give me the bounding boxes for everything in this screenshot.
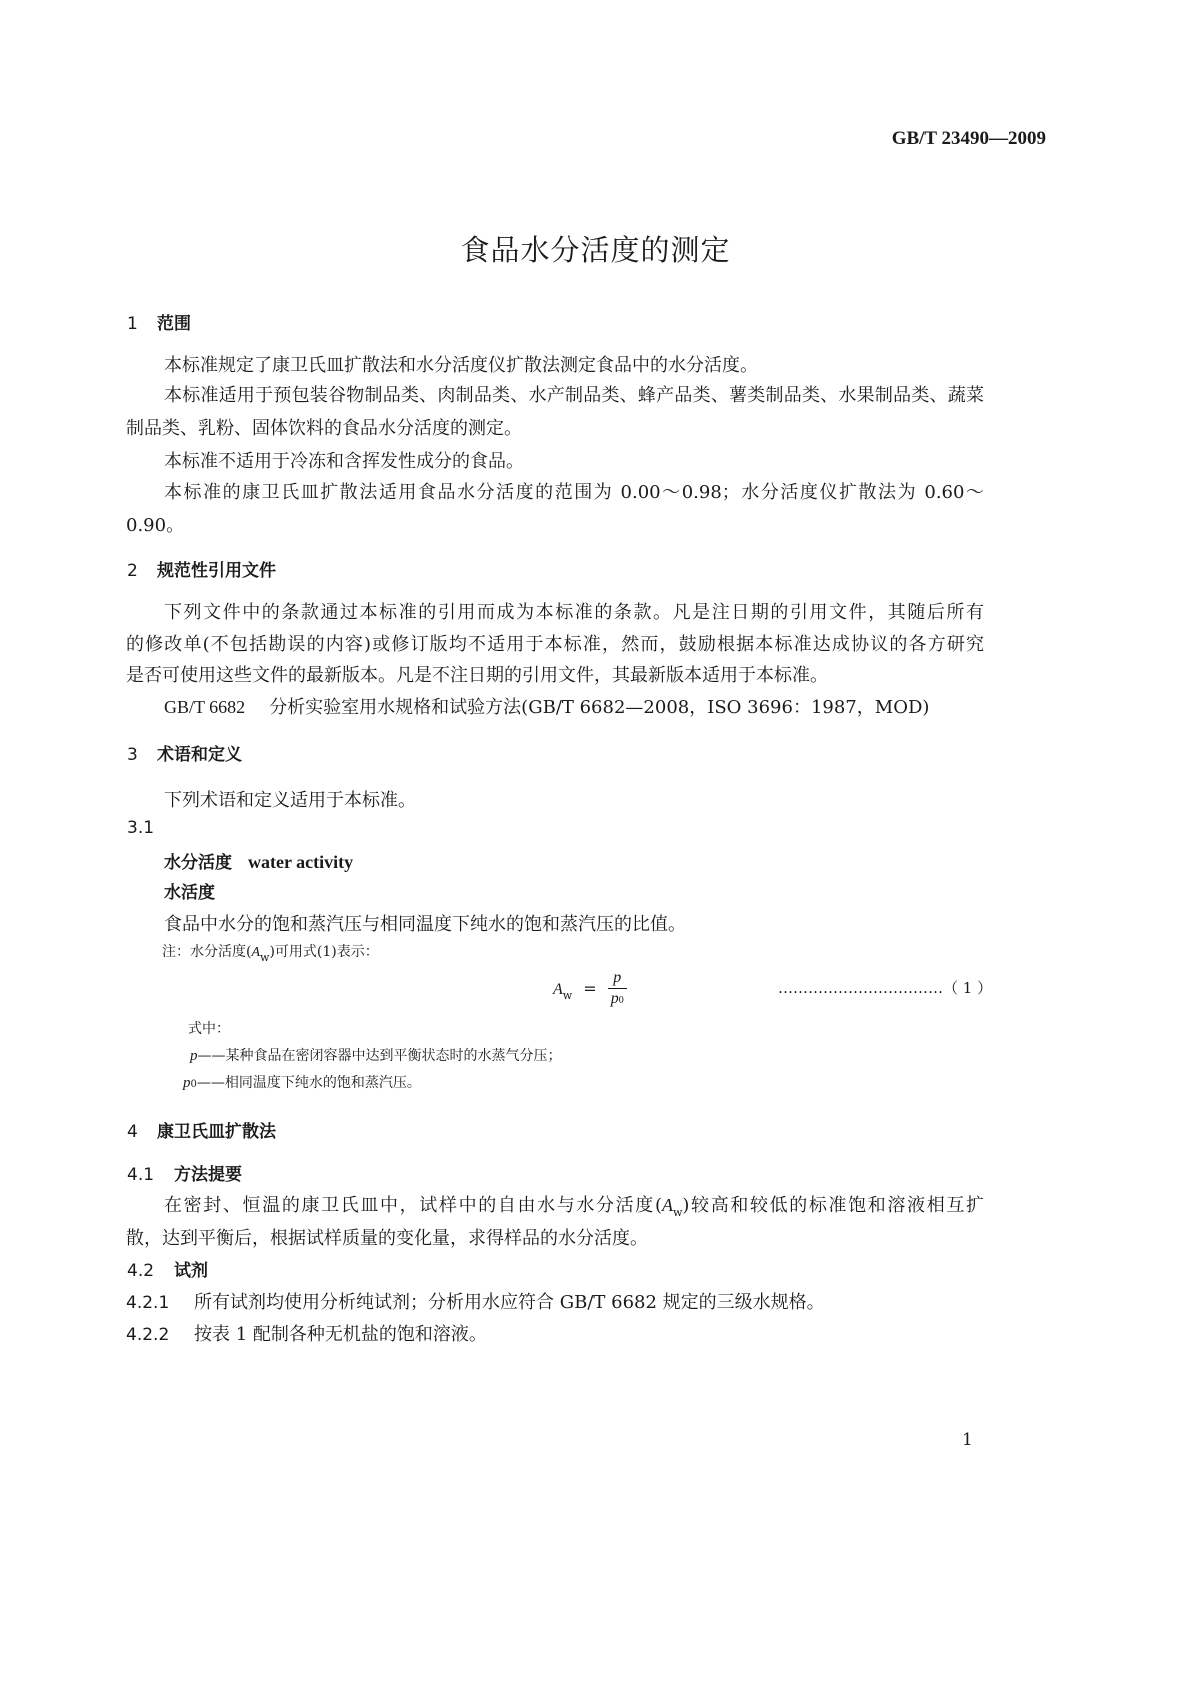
note-text: )可用式(1)表示： [269, 944, 379, 960]
where-label: 式中： [188, 1021, 230, 1037]
subsection-title: 方法提要 [174, 1165, 242, 1185]
paragraph-continued: 0.90。 [126, 515, 185, 536]
denominator-subscript: 0 [618, 995, 624, 1006]
subsection-number: 4.1 [127, 1165, 155, 1185]
subsection-4-2-heading [127, 1256, 208, 1281]
section-title: 范围 [157, 314, 191, 334]
reference-title: 分析实验室用水规格和试验方法(GB/T 6682—2008，ISO 3696：1987，MOD) [269, 697, 930, 718]
denominator [608, 989, 627, 1011]
clause-text: 按表 1 配制各种无机盐的饱和溶液。 [194, 1324, 487, 1345]
section-number: 2 [127, 561, 138, 581]
paragraph: 本标准规定了康卫氏皿扩散法和水分活度仪扩散法测定食品中的水分活度。 [164, 355, 758, 376]
symbol: A [661, 1195, 673, 1215]
subsection-title: 试剂 [174, 1261, 208, 1281]
variable-text: ——某种食品在密闭容器中达到平衡状态时的水蒸气分压； [197, 1048, 562, 1064]
variable-symbol: p [190, 1048, 198, 1064]
paragraph: 本标准的康卫氏皿扩散法适用食品水分活度的范围为 0.00～0.98；水分活度仪扩散法为 0.60～ [164, 482, 984, 503]
subsection-4-1-heading [127, 1160, 242, 1185]
denominator-symbol: p [610, 990, 619, 1007]
paragraph: 下列文件中的条款通过本标准的引用而成为本标准的条款。凡是注日期的引用文件，其随后所有 [164, 602, 984, 623]
paragraph-continued: 是否可使用这些文件的最新版本。凡是不注日期的引用文件，其最新版本适用于本标准。 [126, 665, 828, 686]
symbol: A [251, 945, 261, 960]
formula-number: ……………………………（ 1 ） [778, 979, 993, 997]
section-number: 3 [127, 745, 138, 765]
reference-item [164, 693, 929, 719]
note-text: 注：水分活度( [162, 944, 252, 960]
section-title: 规范性引用文件 [157, 561, 276, 581]
standard-code: GB/T 23490—2009 [891, 128, 1046, 149]
paragraph: 本标准适用于预包装谷物制品类、肉制品类、水产制品类、蜂产品类、薯类制品类、水果制品类、蔬菜 [164, 385, 984, 406]
term-chinese: 水分活度 [164, 853, 232, 873]
term-heading [164, 848, 353, 873]
page-number: 1 [962, 1430, 973, 1450]
reference-code: GB/T 6682 [164, 697, 246, 717]
equals-sign: = [583, 979, 597, 998]
formula-subscript: w [562, 989, 573, 1002]
section-title: 康卫氏皿扩散法 [157, 1122, 276, 1142]
variable-subscript: 0 [190, 1079, 197, 1090]
section-title: 术语和定义 [157, 745, 242, 765]
term-english: water activity [248, 852, 354, 872]
symbol-subscript: w [260, 951, 270, 964]
paragraph-text: 在密封、恒温的康卫氏皿中，试样中的自由水与水分活度( [164, 1195, 662, 1216]
paragraph: 下列术语和定义适用于本标准。 [164, 790, 416, 811]
subsection-number: 4.2 [127, 1261, 155, 1281]
clause-4-2-2 [126, 1320, 487, 1346]
subsection-number: 3.1 [127, 818, 155, 838]
note [162, 941, 379, 964]
section-1-heading [127, 309, 191, 334]
paragraph-continued: 散，达到平衡后，根据试样质量的变化量，求得样品的水分活度。 [126, 1228, 648, 1249]
clause-number: 4.2.1 [126, 1293, 170, 1313]
paragraph: 本标准不适用于冷冻和含挥发性成分的食品。 [164, 451, 524, 472]
paragraph [164, 1191, 984, 1217]
section-2-heading [127, 556, 276, 581]
symbol-subscript: w [672, 1206, 683, 1219]
formula [553, 968, 627, 1011]
fraction [608, 968, 627, 1011]
variable-symbol: p [183, 1075, 191, 1091]
clause-text: 所有试剂均使用分析纯试剂；分析用水应符合 GB/T 6682 规定的三级水规格。 [194, 1292, 825, 1313]
variable-definition [183, 1072, 421, 1092]
term-alternative: 水活度 [164, 883, 215, 903]
section-number: 4 [127, 1122, 138, 1142]
document-title: 食品水分活度的测定 [460, 233, 731, 267]
variable-text: ——相同温度下纯水的饱和蒸汽压。 [196, 1075, 421, 1091]
paragraph-text: )较高和较低的标准饱和溶液相互扩 [682, 1195, 984, 1216]
variable-definition [190, 1045, 562, 1065]
formula-symbol: A [553, 981, 563, 998]
section-3-heading [127, 740, 242, 765]
paragraph-continued: 的修改单(不包括勘误的内容)或修订版均不适用于本标准，然而，鼓励根据本标准达成协议的各方研究 [126, 634, 984, 655]
section-number: 1 [127, 314, 138, 334]
clause-4-2-1 [126, 1288, 825, 1314]
paragraph-continued: 制品类、乳粉、固体饮料的食品水分活度的测定。 [126, 418, 522, 439]
numerator: p [608, 968, 627, 989]
section-4-heading [127, 1117, 276, 1142]
clause-number: 4.2.2 [126, 1325, 170, 1345]
term-definition: 食品中水分的饱和蒸汽压与相同温度下纯水的饱和蒸汽压的比值。 [164, 914, 686, 935]
